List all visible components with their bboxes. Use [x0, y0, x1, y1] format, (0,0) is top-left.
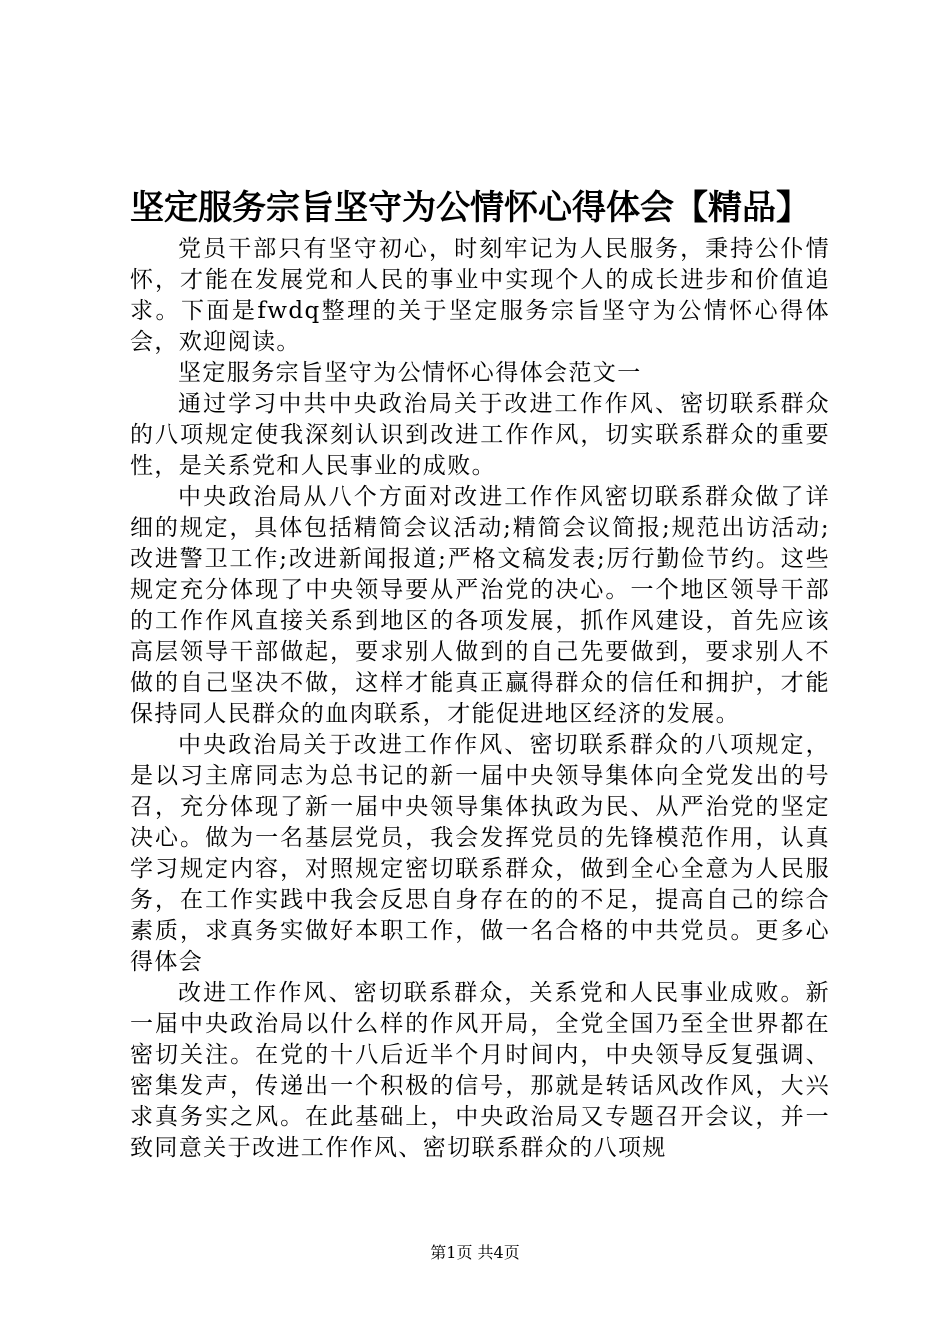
- body-paragraph: 中央政治局从八个方面对改进工作作风密切联系群众做了详细的规定，具体包括精简会议活动;精简会议简报;规范出访活动;改进警卫工作;改进新闻报道;严格文稿发表;厉行勤俭节约。这些规定充分体现了中央领导要从严治党的决心。一个地区领导干部的工作作风直接关系到地区的各项发展，抓作风建设，首先应该高层领导干部做起，要求别人做到的自己先要做到，要求别人不做的自己坚决不做，这样才能真正赢得群众的信任和拥护，才能保持同人民群众的血肉联系，才能促进地区经济的发展。: [130, 484, 830, 727]
- document-body: [130, 234, 830, 1164]
- body-paragraph: 中央政治局关于改进工作作风、密切联系群众的八项规定，是以习主席同志为总书记的新一届中央领导集体向全党发出的号召，充分体现了新一届中央领导集体执政为民、从严治党的坚定决心。做为一名基层党员，我会发挥党员的先锋模范作用，认真学习规定内容，对照规定密切联系群众，做到全心全意为人民服务，在工作实践中我会反思自身存在的的不足，提高自己的综合素质，求真务实做好本职工作，做一名合格的中共党员。更多心得体会: [130, 732, 830, 975]
- body-paragraph: 改进工作作风、密切联系群众，关系党和人民事业成败。新一届中央政治局以什么样的作风开局，全党全国乃至全世界都在密切关注。在党的十八后近半个月时间内，中央领导反复强调、密集发声，传递出一个积极的信号，那就是转话风改作风，大兴求真务实之风。在此基础上，中央政治局又专题召开会议，并一致同意关于改进工作作风、密切联系群众的八项规: [130, 980, 830, 1161]
- body-paragraph: 通过学习中共中央政治局关于改进工作作风、密切联系群众的八项规定使我深刻认识到改进工作作风，切实联系群众的重要性，是关系党和人民事业的成败。: [130, 391, 830, 479]
- page-number: 第1页 共4页: [430, 1243, 520, 1262]
- intro-paragraph: 党员干部只有坚守初心，时刻牢记为人民服务，秉持公仆情怀，才能在发展党和人民的事业中实现个人的成长进步和价值追求。下面是fwdq整理的关于坚定服务宗旨坚守为公情怀心得体会，欢迎阅读。: [130, 236, 830, 355]
- section-heading: 坚定服务宗旨坚守为公情怀心得体会范文一: [178, 360, 642, 386]
- document-title: 坚定服务宗旨坚守为公情怀心得体会【精品】: [130, 188, 810, 228]
